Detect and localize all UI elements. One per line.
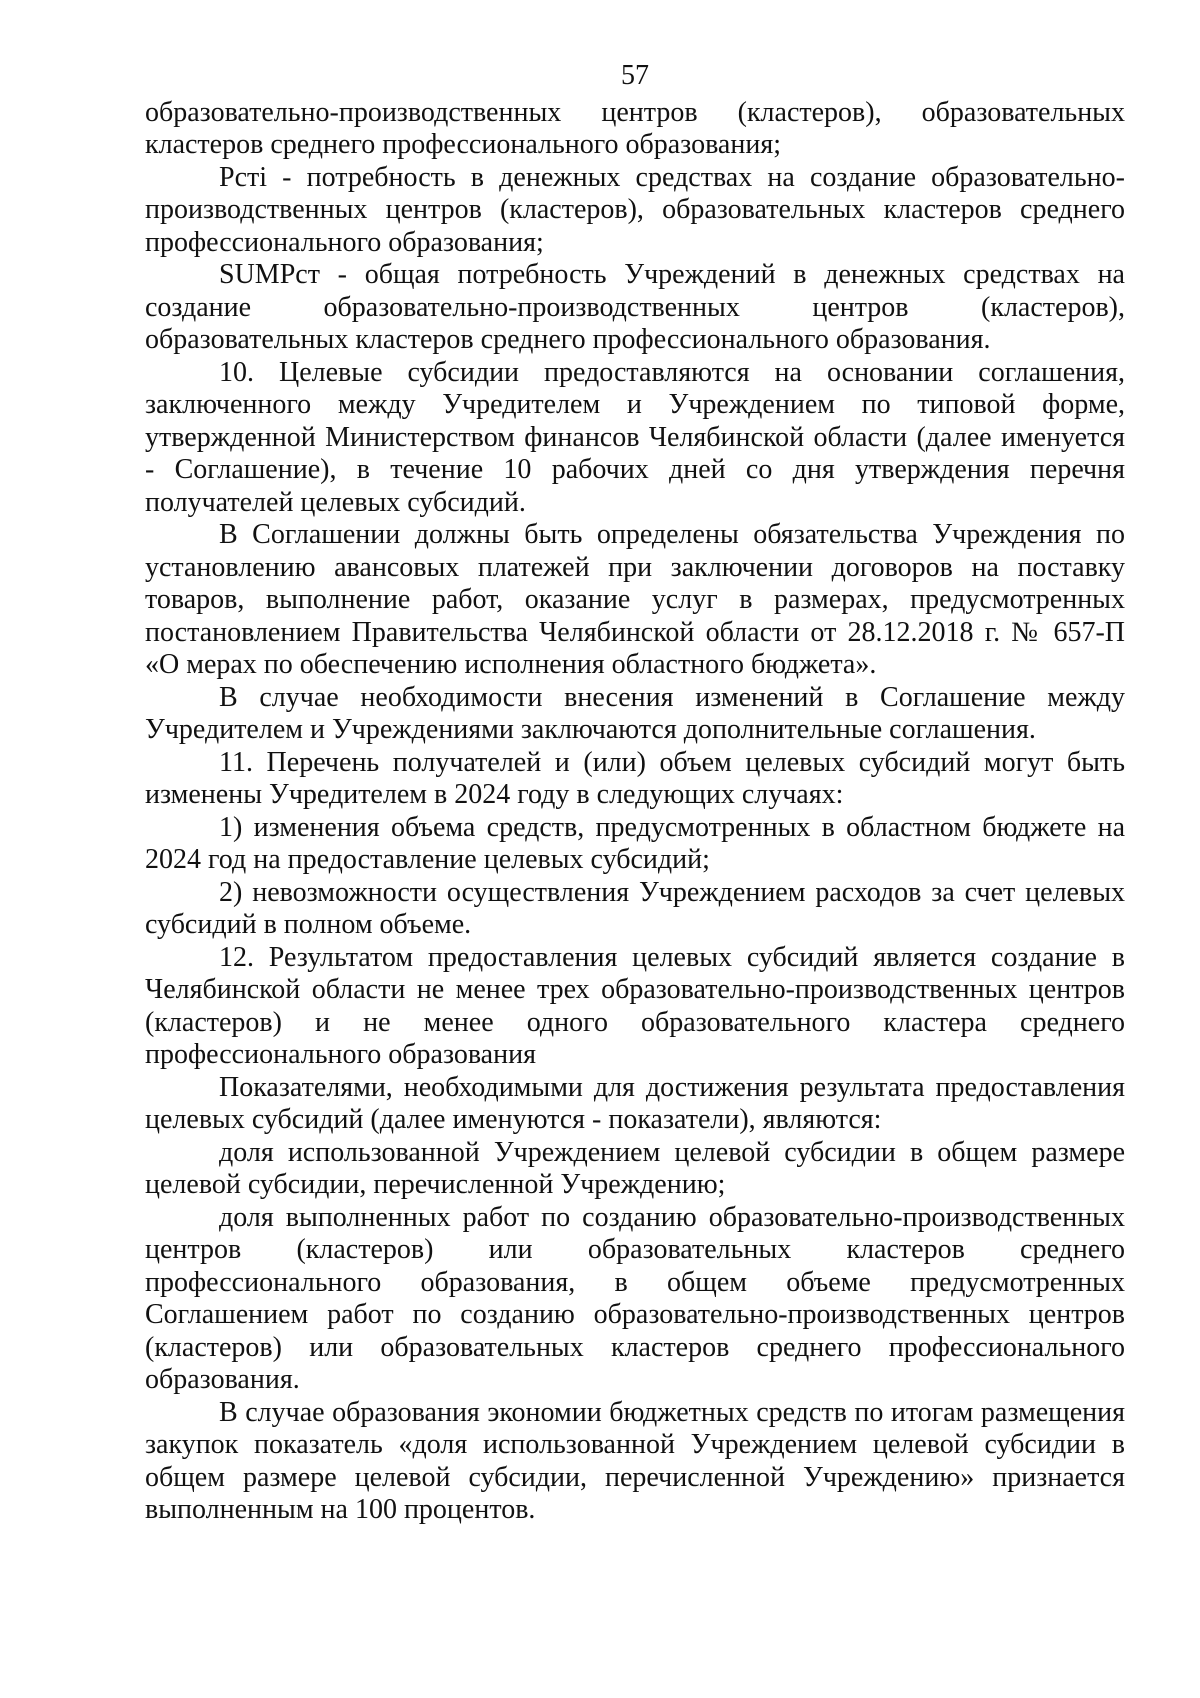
paragraph: 2) невозможности осуществления Учреждением расходов за счет целевых субсидий в полном объеме.	[145, 876, 1125, 940]
paragraph: доля использованной Учреждением целевой субсидии в общем размере целевой субсидии, перечисленной Учреждению;	[145, 1136, 1125, 1200]
paragraph: SUMPст - общая потребность Учреждений в денежных средствах на создание образовательно-производственных центров (кластеров), образовательных кластеров среднего профессионального образования.	[145, 259, 1125, 355]
paragraph: В Соглашении должны быть определены обязательства Учреждения по установлению авансовых платежей при заключении договоров на поставку товаров, выполнение работ, оказание услуг в размерах, предусмотренных постановлением Правительства Челябинской области от 28.12.2018 г. № 657-П «О мерах по обеспечению исполнения областного бюджета».	[145, 519, 1125, 680]
paragraph: 10. Целевые субсидии предоставляются на основании соглашения, заключенного между Учредителем и Учреждением по типовой форме, утвержденной Министерством финансов Челябинской области (далее именуется - Соглашение), в течение 10 рабочих дней со дня утверждения перечня получателей целевых субсидий.	[145, 356, 1125, 518]
paragraph: В случае необходимости внесения изменений в Соглашение между Учредителем и Учреждениями заключаются дополнительные соглашения.	[145, 681, 1125, 745]
document-page	[145, 60, 1125, 1527]
page-number: 57	[621, 60, 649, 91]
paragraph: доля выполненных работ по созданию образовательно-производственных центров (кластеров) или образовательных кластеров среднего профессионального образования, в общем объеме предусмотренных Соглашением работ по созданию образовательно-производственных центров (кластеров) или образовательных кластеров среднего профессионального образования.	[145, 1201, 1125, 1395]
paragraph: образовательно-производственных центров (кластеров), образовательных кластеров среднего профессионального образования;	[145, 96, 1125, 160]
paragraph: Показателями, необходимыми для достижения результата предоставления целевых субсидий (далее именуются - показатели), являются:	[145, 1071, 1125, 1135]
paragraph: 11. Перечень получателей и (или) объем целевых субсидий могут быть изменены Учредителем в 2024 году в следующих случаях:	[145, 746, 1125, 810]
paragraph: 12. Результатом предоставления целевых субсидий является создание в Челябинской области не менее трех образовательно-производственных центров (кластеров) и не менее одного образовательного кластера среднего профессионального образования	[145, 941, 1125, 1070]
paragraph: В случае образования экономии бюджетных средств по итогам размещения закупок показатель «доля использованной Учреждением целевой субсидии в общем размере целевой субсидии, перечисленной Учреждению» признается выполненным на 100 процентов.	[145, 1396, 1125, 1525]
paragraph: Рсті - потребность в денежных средствах на создание образовательно-производственных центров (кластеров), образовательных кластеров среднего профессионального образования;	[145, 161, 1125, 258]
paragraph: 1) изменения объема средств, предусмотренных в областном бюджете на 2024 год на предоставление целевых субсидий;	[145, 811, 1125, 875]
